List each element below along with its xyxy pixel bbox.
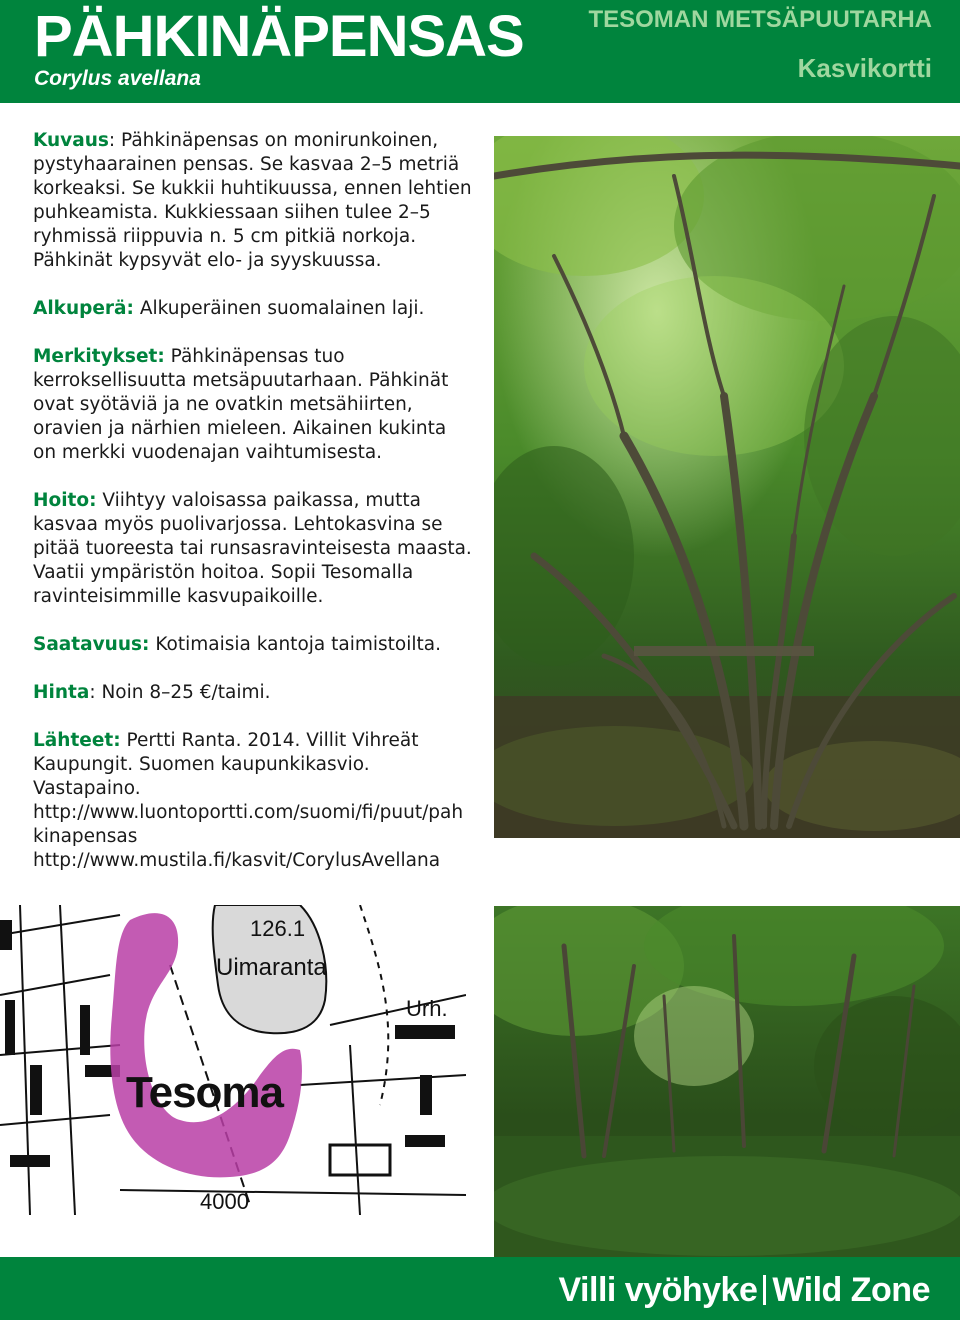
map-place-label: Tesoma [126, 1068, 284, 1117]
hoito-text: Viihtyy valoisassa paikassa, mutta kasvaa myös puolivarjossa. Lehtokasvina se pitää tuoreesta tai runsasravinteisesta maasta. Vaatii ympäristön hoitoa. Sopii Tesomalla ravinteisimmille kasvupaikoille. [33, 490, 472, 607]
lahteet-text: Pertti Ranta. 2014. Villit Vihreät Kaupungit. Suomen kaupunkikasvio. Vastapaino. [33, 730, 419, 799]
map-urh-label: Urh. [406, 996, 448, 1021]
alkupera-label: Alkuperä: [33, 298, 134, 319]
section-hinta [33, 681, 473, 705]
merkitykset-label: Merkitykset: [33, 346, 165, 367]
section-hoito [33, 489, 473, 609]
map-drawing [0, 905, 466, 1215]
latin-name: Corylus avellana [34, 67, 201, 90]
saatavuus-label: Saatavuus: [33, 634, 150, 655]
header-bar [0, 0, 960, 103]
map-beach-label: Uimaranta [216, 954, 327, 981]
merkitykset-text: Pähkinäpensas tuo kerroksellisuutta metsäpuutarhaan. Pähkinät ovat syötäviä ja ne ovatkin metsähiirten, oravien ja närhien mieleen. Aikainen kukinta on merkki vuodenajan vaihtumisesta. [33, 346, 449, 463]
organization-name: TESOMAN METSÄPUUTARHA [588, 6, 932, 33]
brand-separator-icon [763, 1275, 766, 1305]
description-column [33, 129, 473, 897]
source-link-mustila[interactable]: http://www.mustila.fi/kasvit/CorylusAvellana [33, 850, 441, 871]
map-elevation-label: 126.1 [250, 916, 306, 941]
hazel-shrub-illustration [494, 136, 960, 838]
kuvaus-label: Kuvaus [33, 130, 109, 151]
hazel-shrub-photo [494, 136, 960, 838]
section-lahteet [33, 729, 473, 873]
section-merkitykset [33, 345, 473, 465]
section-saatavuus [33, 633, 473, 657]
map-grid-label: 4000 [200, 1189, 249, 1214]
page-title: PÄHKINÄPENSAS [34, 4, 524, 69]
brand-logo [558, 1271, 930, 1310]
hazel-grove-photo [494, 906, 960, 1257]
section-alkupera [33, 297, 473, 321]
hinta-label: Hinta [33, 682, 90, 703]
section-kuvaus [33, 129, 473, 273]
footer-bar [0, 1257, 960, 1320]
kuvaus-text: : Pähkinäpensas on monirunkoinen, pystyhaarainen pensas. Se kasvaa 2–5 metriä korkeaksi. Se kukkii huhtikuussa, ennen lehtien puhkeamista. Kukkiessaan siihen tulee 2–5 ryhmissä riippuvia n. 5 cm pitkiä norkoja. Pähkinät kypsyvät elo- ja syyskuussa. [33, 130, 472, 271]
location-map [0, 905, 466, 1215]
saatavuus-text: Kotimaisia kantoja taimistoilta. [149, 634, 441, 655]
hazel-grove-illustration [494, 906, 960, 1257]
hinta-text: : Noin 8–25 €/taimi. [89, 682, 271, 703]
alkupera-text: Alkuperäinen suomalainen laji. [133, 298, 425, 319]
hoito-label: Hoito: [33, 490, 97, 511]
source-link-luontoportti[interactable]: http://www.luontoportti.com/suomi/fi/puut/pahkinapensas [33, 802, 464, 847]
card-type: Kasvikortti [797, 53, 932, 83]
brand-english: Wild Zone [772, 1271, 930, 1309]
lahteet-label: Lähteet: [33, 730, 121, 751]
brand-finnish: Villi vyöhyke [558, 1271, 758, 1309]
